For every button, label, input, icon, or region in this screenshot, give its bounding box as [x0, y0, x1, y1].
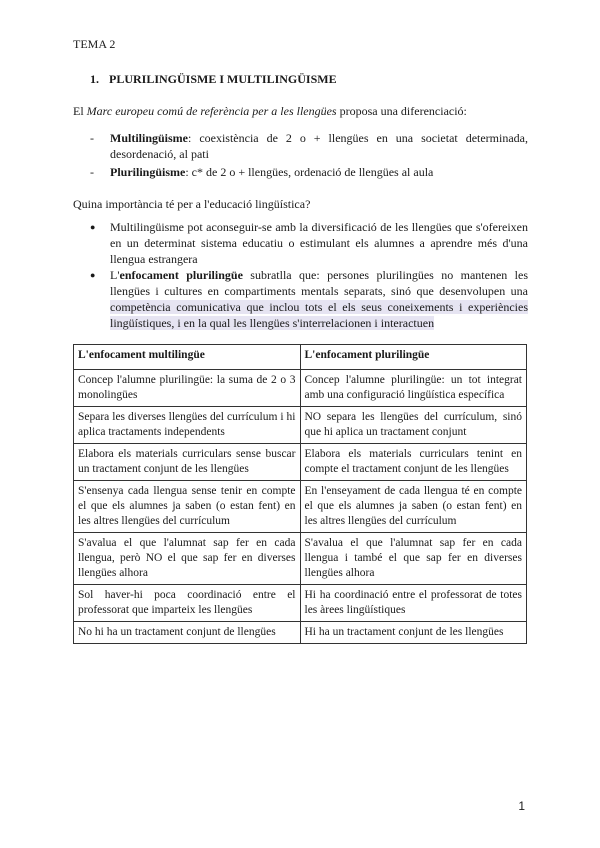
bullet-text: subratlla que: persones plurilingües no mantenen les llengües i cultures en compartiments mentals separats, sinó que desenvolupen una — [110, 268, 528, 298]
document-header: TEMA 2 — [73, 37, 116, 51]
bullet-item — [90, 219, 528, 267]
header-multilingual: L'enfocament multilingüe — [74, 345, 301, 370]
definition-text: : c* de 2 o + llengües, ordenació de llengües al aula — [185, 165, 434, 179]
table-row — [74, 622, 527, 644]
section-heading — [90, 72, 337, 87]
table-row — [74, 481, 527, 533]
table-cell: Hi ha un tractament conjunt de les llengües — [300, 622, 527, 644]
table-row — [74, 444, 527, 481]
definition-item — [90, 164, 528, 180]
table-cell: S'avalua el que l'alumnat sap fer en cada llengua, però NO el que sap fer en diverses llengües alhora — [74, 533, 301, 585]
highlighted-text: competència comunicativa que inclou tots el els seus coneixements i experiències lingüístiques, i en la qual les llengües s'interrelacionen i interactuen — [110, 300, 528, 330]
table-cell: Hi ha coordinació entre el professorat de totes les àrees lingüístiques — [300, 585, 527, 622]
page-number: 1 — [518, 799, 525, 813]
table-row — [74, 533, 527, 585]
table-row — [74, 585, 527, 622]
bullet-text: Multilingüisme pot aconseguir-se amb la diversificació de les llengües que s'ofereixen en un determinat sistema educatiu o estimulant els alumnes a aprendre més d'una llengua estrangera — [110, 220, 528, 266]
table-cell: Elabora els materials curriculars tenint en compte el tractament conjunt de les llengües — [300, 444, 527, 481]
table-cell: S'avalua el que l'alumnat sap fer en cada llengua i també el que sap fer en diverses llengües alhora — [300, 533, 527, 585]
intro-prefix: El — [73, 104, 87, 118]
table-cell: En l'enseyament de cada llengua té en compte el que els alumnes ja saben (o estan fent) en les altres llengües del currículum — [300, 481, 527, 533]
intro-reference-title: Marc europeu comú de referència per a les llengües — [86, 104, 337, 118]
table-cell: Elabora els materials curriculars sense buscar un tractament conjunt de les llengües — [74, 444, 301, 481]
bullet-prefix: L' — [110, 268, 120, 282]
comparison-table — [73, 344, 527, 644]
intro-paragraph — [73, 104, 467, 119]
table-cell: No hi ha un tractament conjunt de llengües — [74, 622, 301, 644]
intro-suffix: proposa una diferenciació: — [336, 104, 467, 118]
table-cell: NO separa les llengües del currículum, sinó que hi aplica un tractament conjunt — [300, 407, 527, 444]
question-paragraph: Quina importància té per a l'educació lingüística? — [73, 197, 311, 211]
table-cell: Concep l'alumne plurilingüe: la suma de 2 o 3 monolingües — [74, 370, 301, 407]
table-cell: Sol haver-hi poca coordinació entre el professorat que imparteix les llengües — [74, 585, 301, 622]
definition-text: : coexistència de 2 o + llengües en una societat determinada, desordenació, al pati — [110, 131, 528, 161]
definition-term: Plurilingüisme — [110, 165, 186, 179]
definition-term: Multilingüisme — [110, 131, 189, 145]
header-plurilingual: L'enfocament plurilingüe — [300, 345, 527, 370]
table-cell: Separa les diverses llengües del currículum i hi aplica tractaments independents — [74, 407, 301, 444]
bullet-item — [90, 267, 528, 331]
table-row — [74, 370, 527, 407]
section-title: PLURILINGÜISME I MULTILINGÜISME — [109, 72, 337, 86]
table-cell: S'ensenya cada llengua sense tenir en compte el que els alumnes ja saben (o estan fent) en les altres llengües del currículum — [74, 481, 301, 533]
bullet-bold-term: enfocament plurilingüe — [119, 268, 243, 282]
table-row — [74, 407, 527, 444]
table-header-row — [74, 345, 527, 370]
importance-list — [90, 219, 528, 331]
table-cell: Concep l'alumne plurilingüe: un tot integrat amb una configuració lingüística específica — [300, 370, 527, 407]
definition-item — [90, 130, 528, 162]
section-number: 1. — [90, 72, 99, 86]
definitions-list — [90, 130, 528, 182]
